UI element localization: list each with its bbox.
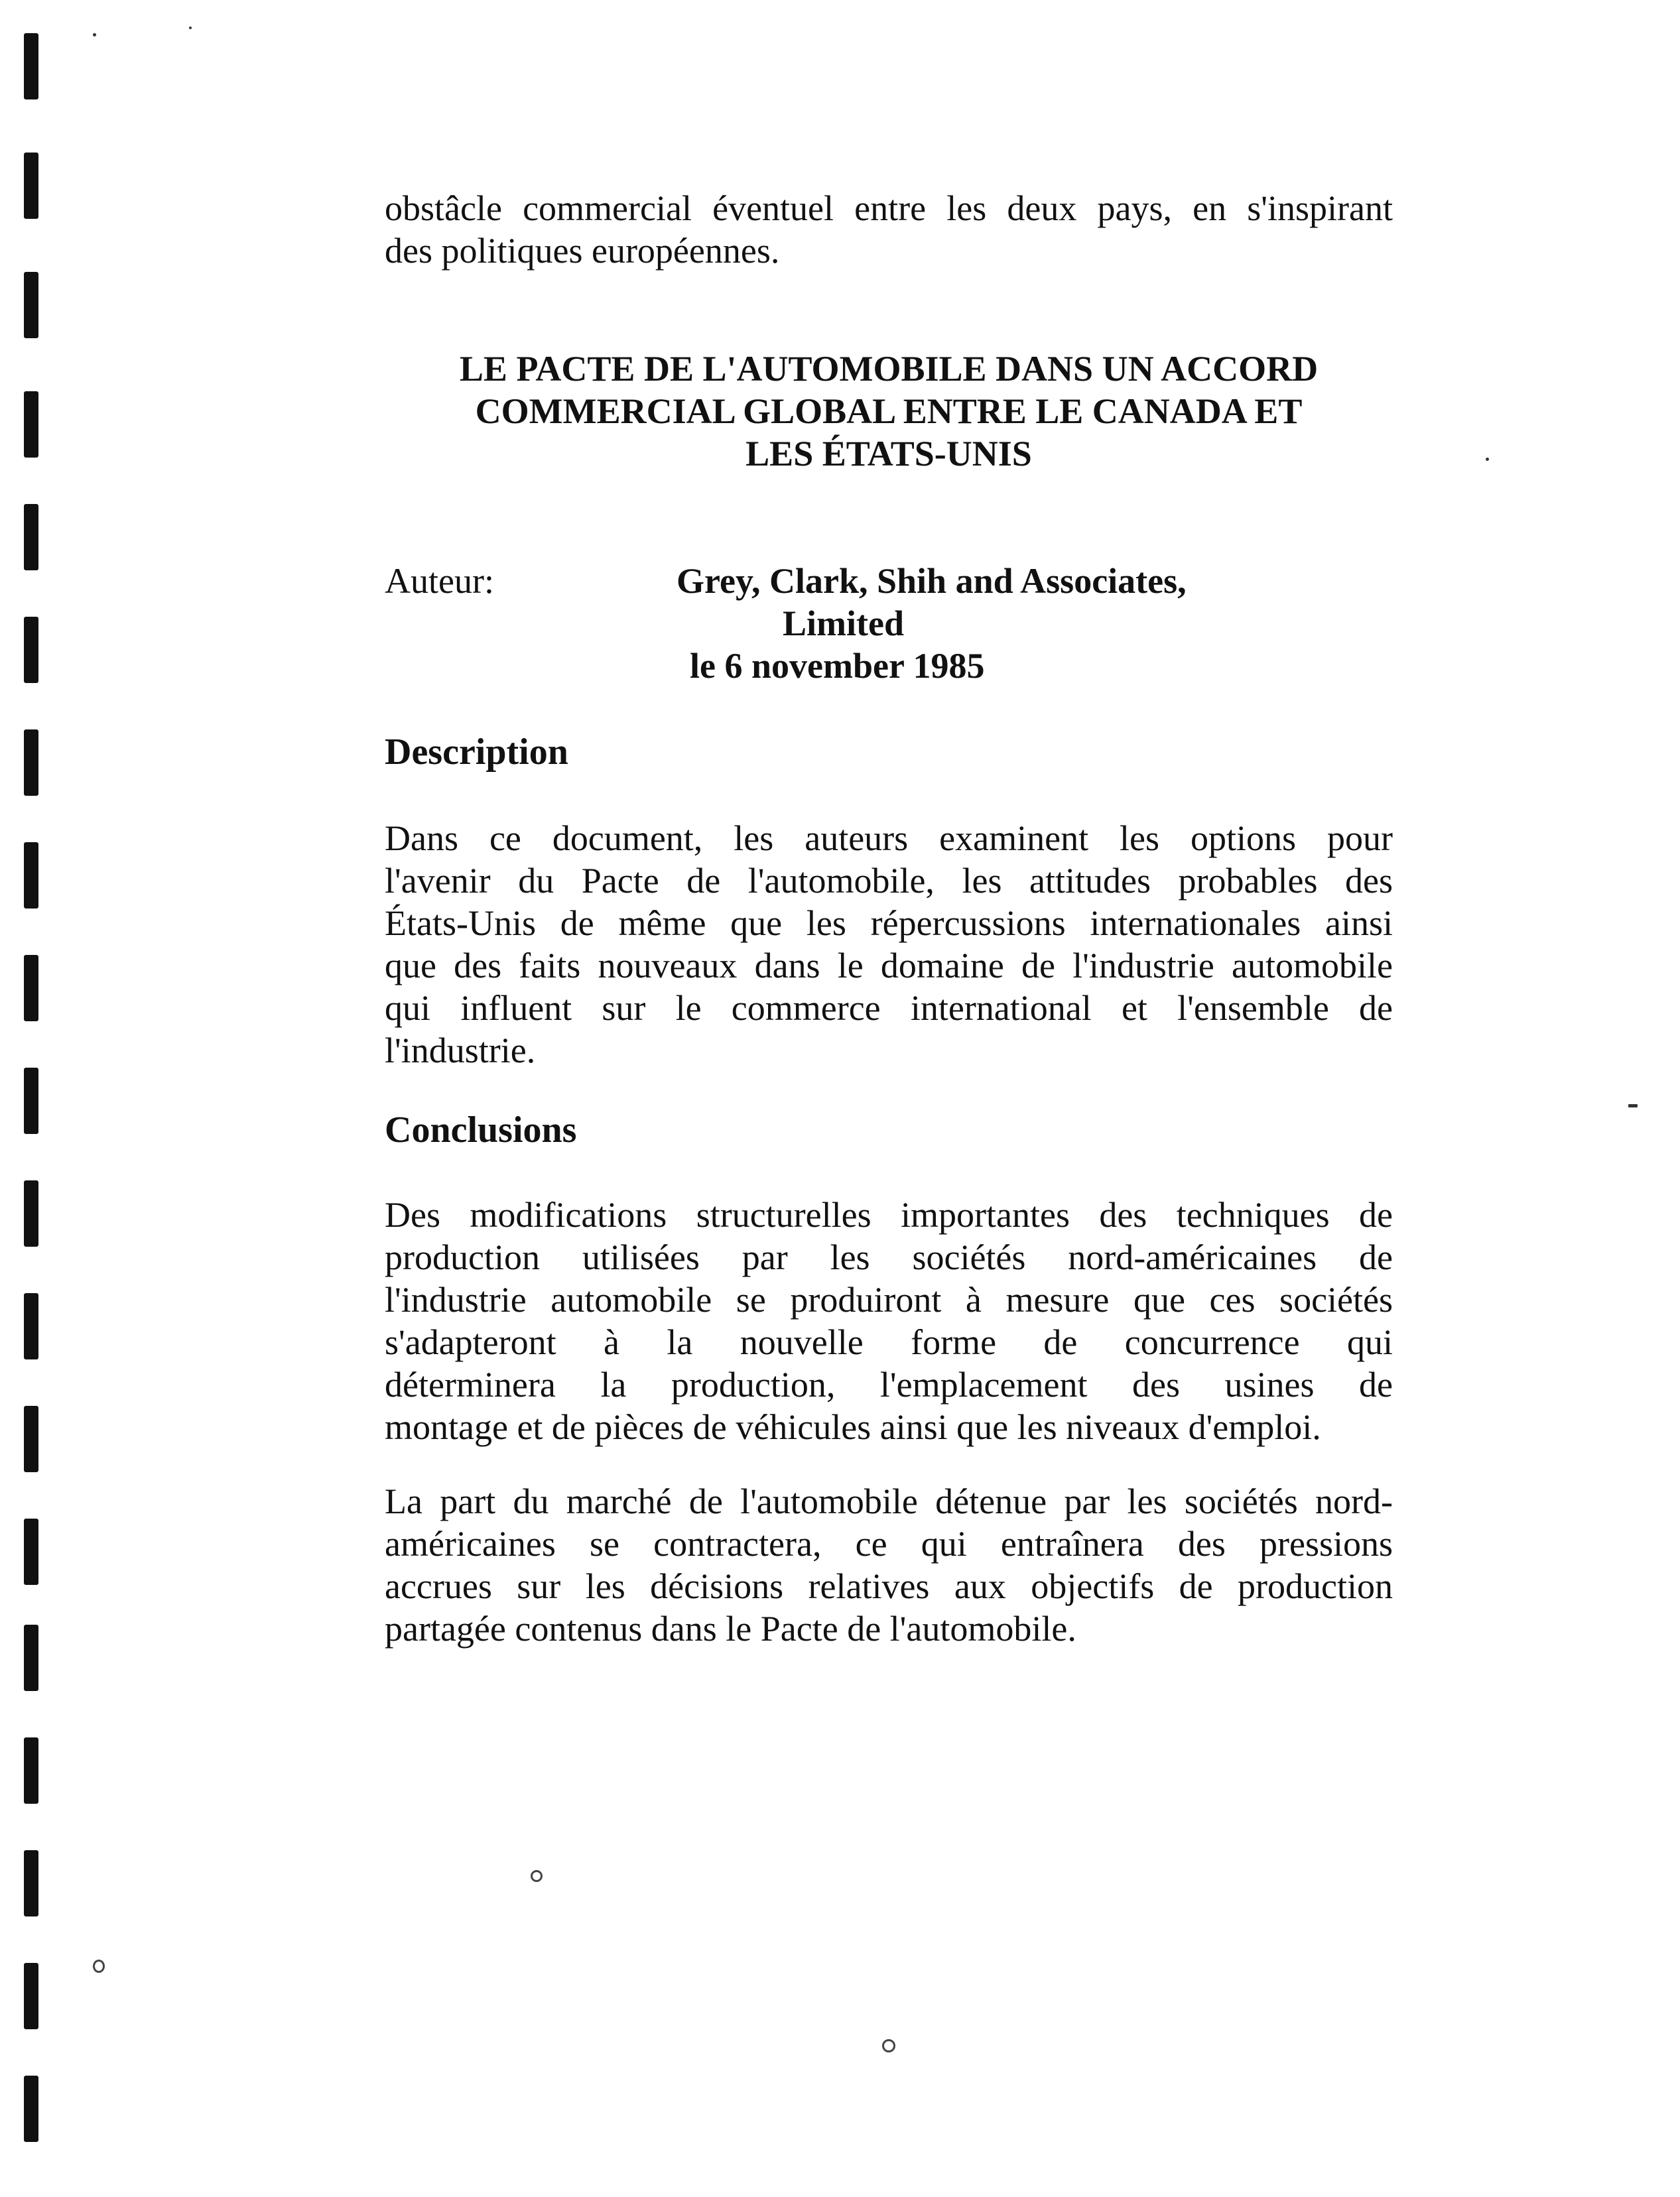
title-line: LES ÉTATS-UNIS: [745, 434, 1032, 473]
description-paragraph: [385, 817, 1393, 1072]
text-line: Des modifications structurelles importantes des techniques de: [385, 1195, 1393, 1235]
binding-edge: [20, 0, 46, 2197]
binding-mark: [24, 1293, 38, 1359]
binding-mark: [24, 2076, 38, 2142]
text-line: Dans ce document, les auteurs examinent les options pour: [385, 818, 1393, 858]
conclusions-heading: Conclusions: [385, 1109, 577, 1151]
binding-mark: [24, 1963, 38, 2029]
text-line: La part du marché de l'automobile détenue par les sociétés nord-: [385, 1481, 1393, 1521]
author-name-continued: Limited: [783, 603, 904, 643]
binding-mark: [24, 842, 38, 909]
text-line: accrues sur les décisions relatives aux objectifs de production: [385, 1566, 1393, 1606]
author-name: Grey, Clark, Shih and Associates,: [677, 561, 1187, 601]
text-line: s'adapteront à la nouvelle forme de concurrence qui: [385, 1322, 1393, 1362]
text-line: qui influent sur le commerce international et l'ensemble de: [385, 988, 1393, 1028]
text-line: américaines se contractera, ce qui entraînera des pressions: [385, 1524, 1393, 1564]
text-line: déterminera la production, l'emplacement des usines de: [385, 1365, 1393, 1405]
text-line: l'avenir du Pacte de l'automobile, les attitudes probables des: [385, 861, 1393, 901]
text-line: l'industrie automobile se produiront à mesure que ces sociétés: [385, 1280, 1393, 1320]
text-line: l'industrie.: [385, 1031, 536, 1070]
binding-mark: [24, 617, 38, 683]
conclusions-paragraph-2: [385, 1480, 1393, 1650]
title-line: LE PACTE DE L'AUTOMOBILE DANS UN ACCORD: [459, 349, 1319, 389]
text-line: montage et de pièces de véhicules ainsi que les niveaux d'emploi.: [385, 1407, 1321, 1447]
scan-speck: [882, 2039, 895, 2052]
text-line: que des faits nouveaux dans le domaine de l'industrie automobile: [385, 946, 1393, 985]
binding-mark: [24, 272, 38, 338]
document-title: [385, 347, 1393, 475]
binding-mark: [24, 391, 38, 458]
text-line: production utilisées par les sociétés nord-américaines de: [385, 1237, 1393, 1277]
scan-speck: [1486, 458, 1489, 461]
author-block: [677, 560, 1393, 687]
text-line: des politiques européennes.: [385, 231, 780, 271]
scan-speck: [189, 27, 192, 29]
text-line: partagée contenus dans le Pacte de l'automobile.: [385, 1609, 1076, 1649]
text-line: obstâcle commercial éventuel entre les deux pays, en s'inspirant: [385, 188, 1393, 228]
binding-mark: [24, 1850, 38, 1916]
binding-mark: [24, 33, 38, 99]
binding-mark: [24, 1068, 38, 1134]
scan-speck: [1628, 1104, 1638, 1107]
binding-mark: [24, 955, 38, 1021]
scan-speck: [93, 33, 96, 36]
description-heading: Description: [385, 731, 568, 773]
title-line: COMMERCIAL GLOBAL ENTRE LE CANADA ET: [475, 391, 1303, 431]
binding-mark: [24, 504, 38, 570]
author-label: Auteur:: [385, 561, 494, 601]
binding-mark: [24, 729, 38, 796]
text-line: États-Unis de même que les répercussions internationales ainsi: [385, 903, 1393, 943]
binding-mark: [24, 1406, 38, 1472]
binding-mark: [24, 1519, 38, 1585]
binding-mark: [24, 1625, 38, 1691]
scan-speck: [531, 1870, 543, 1882]
conclusions-paragraph-1: [385, 1194, 1393, 1448]
intro-paragraph: [385, 187, 1393, 272]
scan-speck: [93, 1960, 105, 1973]
binding-mark: [24, 1737, 38, 1804]
binding-mark: [24, 153, 38, 219]
binding-mark: [24, 1180, 38, 1247]
publication-date: le 6 november 1985: [690, 646, 985, 686]
